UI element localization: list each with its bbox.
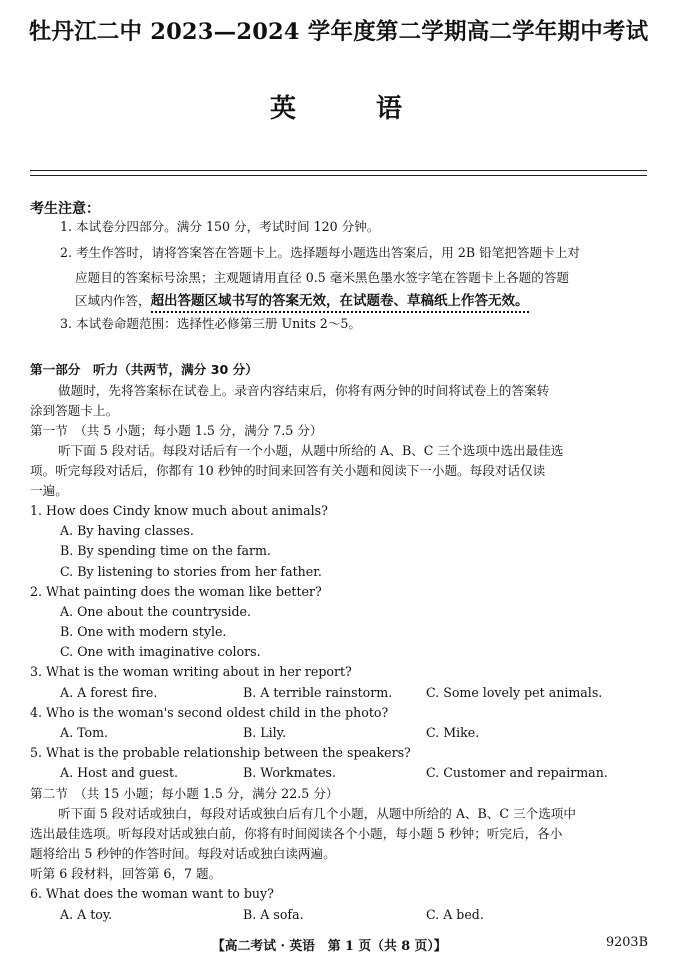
note-2-line-1: 2. 考生作答时，请将答案答在答题卡上。选择题每小题选出答案后，用 2B 铅笔把答题卡上对: [60, 245, 580, 260]
note-1: 1. 本试卷分四部分。满分 150 分，考试时间 120 分钟。: [60, 219, 380, 234]
section1-intro-line-3: 一遍。: [30, 483, 68, 498]
header-rule-bottom: [30, 175, 647, 176]
q6-option-b: B. A sofa.: [243, 907, 304, 922]
q1-option-a: A. By having classes.: [60, 523, 194, 538]
subject-char-1: 英: [270, 94, 297, 124]
section2-heading: 第二节 （共 15 小题；每小题 1.5 分，满分 22.5 分）: [30, 786, 339, 801]
q4-option-a: A. Tom.: [60, 725, 109, 740]
q3-option-b: B. A terrible rainstorm.: [243, 685, 393, 700]
note-2-line-3: [75, 291, 529, 311]
part1-intro-line-2: 涂到答题卡上。: [30, 403, 119, 418]
page-footer: 【高二考试 · 英语 第 1 页（共 8 页）】: [212, 939, 447, 954]
q6-option-c: C. A bed.: [426, 907, 484, 922]
q1-option-c: C. By listening to stories from her father.: [60, 564, 322, 579]
q3-option-a: A. A forest fire.: [60, 685, 158, 700]
q4-option-c: C. Mike.: [426, 725, 480, 740]
q5-option-c: C. Customer and repairman.: [426, 765, 608, 780]
section1-heading: 第一节 （共 5 小题；每小题 1.5 分，满分 7.5 分）: [30, 423, 323, 438]
q3-stem: 3. What is the woman writing about in her report?: [30, 664, 352, 679]
note-2-line-2: 应题目的答案标号涂黑；主观题请用直径 0.5 毫米黑色墨水签字笔在答题卡上各题的答题: [75, 270, 570, 285]
q4-option-b: B. Lily.: [243, 725, 287, 740]
q5-option-b: B. Workmates.: [243, 765, 337, 780]
part1-intro-line-1: 做题时，先将答案标在试卷上。录音内容结束后，你将有两分钟的时间将试卷上的答案转: [58, 383, 550, 398]
exam-title: 牡丹江二中 2023—2024 学年度第二学期高二学年期中考试: [28, 19, 649, 45]
section1-intro-line-1: 听下面 5 段对话。每段对话后有一个小题，从题中所给的 A、B、C 三个选项中选出最佳选: [58, 443, 564, 458]
q1-option-b: B. By spending time on the farm.: [60, 543, 271, 558]
section2-intro-line-3: 题将给出 5 秒钟的作答时间。每段对话或独白读两遍。: [30, 846, 336, 861]
subject-char-2: 语: [376, 94, 403, 124]
q5-option-a: A. Host and guest.: [60, 765, 179, 780]
q2-option-a: A. One about the countryside.: [60, 604, 252, 619]
q3-option-c: C. Some lovely pet animals.: [426, 685, 603, 700]
q6-option-a: A. A toy.: [60, 907, 113, 922]
notes-heading: 考生注意：: [30, 201, 100, 217]
q6-stem: 6. What does the woman want to buy?: [30, 886, 274, 901]
part1-heading: 第一部分 听力（共两节，满分 30 分）: [30, 362, 258, 377]
exam-code: 9203B: [606, 935, 648, 950]
note-2-emphasis: 超出答题区域书写的答案无效，在试题卷、草稿纸上作答无效。: [151, 293, 529, 313]
note-3: 3. 本试卷命题范围：选择性必修第三册 Units 2～5。: [60, 316, 362, 331]
note-2-line-3-text: 区域内作答，: [75, 293, 151, 308]
q2-stem: 2. What painting does the woman like better?: [30, 584, 322, 599]
q5-stem: 5. What is the probable relationship between the speakers?: [30, 745, 411, 760]
section2-intro-line-1: 听下面 5 段对话或独白，每段对话或独白后有几个小题，从题中所给的 A、B、C 三个选项中: [58, 806, 576, 821]
section1-intro-line-2: 项。听完每段对话后，你都有 10 秒钟的时间来回答有关小题和阅读下一小题。每段对话仅读: [30, 463, 546, 478]
q4-stem: 4. Who is the woman's second oldest child in the photo?: [30, 705, 389, 720]
q1-stem: 1. How does Cindy know much about animals?: [30, 503, 328, 518]
section2-intro-line-2: 选出最佳选项。听每段对话或独白前，你将有时间阅读各个小题，每小题 5 秒钟；听完后，各小: [30, 826, 563, 841]
header-rule-top: [30, 170, 647, 171]
q2-option-c: C. One with imaginative colors.: [60, 644, 261, 659]
material-instruction: 听第 6 段材料，回答第 6，7 题。: [30, 866, 222, 881]
q2-option-b: B. One with modern style.: [60, 624, 227, 639]
